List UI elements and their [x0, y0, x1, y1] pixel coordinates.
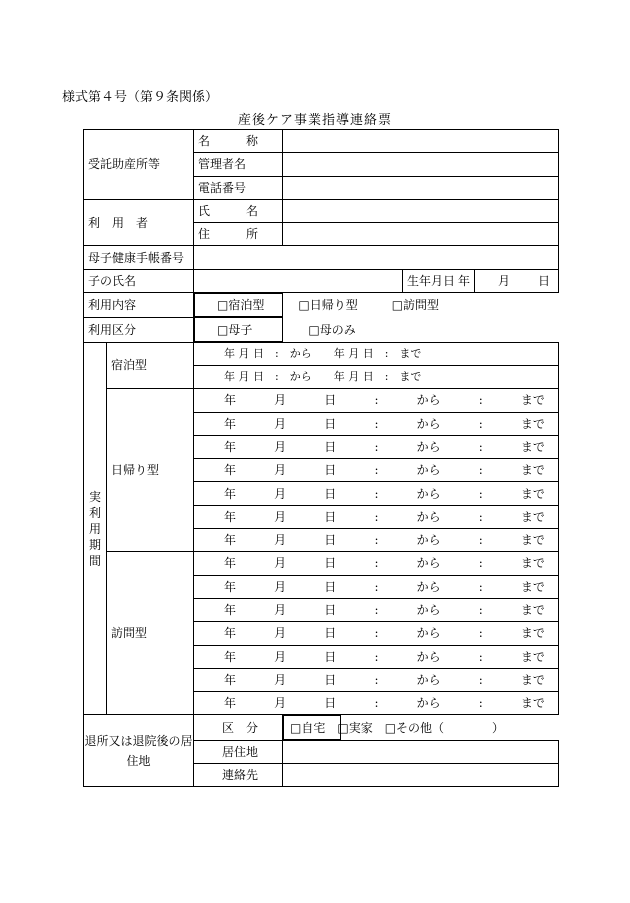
period-colon2: :	[478, 649, 483, 664]
period-year: 年	[224, 440, 237, 454]
period-day: 日	[324, 463, 337, 478]
discharge-group-label: 退所又は退院後の居住地	[84, 715, 194, 787]
period-colon2: :	[478, 672, 483, 687]
checkbox-visit-type[interactable]: □訪問型	[391, 298, 440, 313]
facility-phone-label: 電話番号	[194, 176, 283, 199]
stay-period-field[interactable]: 年 月 日 : から 年 月 日 : まで	[194, 342, 559, 365]
stay-period-field[interactable]: 年 月 日 : から 年 月 日 : まで	[194, 365, 559, 388]
period-to: まで	[520, 440, 545, 454]
period-colon2: :	[478, 463, 483, 478]
period-colon2: :	[478, 533, 483, 548]
period-colon1: :	[374, 393, 379, 408]
period-group-char: 実	[88, 489, 101, 504]
period-to: まで	[520, 696, 545, 711]
period-colon1: :	[374, 509, 379, 524]
visit-period-field[interactable]	[194, 692, 559, 715]
period-month: 月	[274, 696, 287, 711]
day-period-field[interactable]	[194, 482, 559, 505]
day-type-label: 日帰り型	[107, 389, 194, 552]
period-day: 日	[324, 672, 337, 687]
period-to: まで	[520, 626, 545, 641]
period-to: まで	[520, 416, 545, 431]
period-year: 年	[224, 649, 237, 664]
period-to: まで	[520, 672, 545, 687]
period-month: 月	[274, 626, 287, 641]
child-row	[84, 269, 559, 292]
period-group-char: 間	[88, 553, 101, 568]
visit-period-field[interactable]	[194, 552, 559, 575]
period-to: まで	[520, 649, 545, 664]
period-colon2: :	[478, 416, 483, 431]
period-group-label	[84, 342, 107, 715]
period-month: 月	[274, 556, 287, 571]
period-day: 日	[324, 486, 337, 501]
period-to: まで	[520, 509, 545, 524]
period-year: 年	[224, 672, 237, 687]
period-year: 年	[224, 416, 237, 431]
period-colon1: :	[374, 649, 379, 664]
period-day: 日	[324, 556, 337, 571]
period-year: 年	[224, 463, 237, 478]
period-month: 月	[274, 440, 287, 454]
period-colon1: :	[374, 603, 379, 618]
usage-category-label: 利用区分	[84, 317, 194, 342]
discharge-category-options	[283, 715, 505, 739]
facility-name-field[interactable]	[283, 130, 559, 153]
period-colon2: :	[478, 509, 483, 524]
period-month: 月	[274, 579, 287, 594]
period-colon2: :	[478, 579, 483, 594]
period-from: から	[416, 696, 441, 711]
discharge-residence-field[interactable]	[283, 740, 559, 763]
day-period-field[interactable]	[194, 529, 559, 552]
period-month: 月	[274, 416, 287, 431]
user-name-label: 氏 名	[194, 199, 283, 222]
facility-phone-field[interactable]	[283, 176, 559, 199]
discharge-contact-field[interactable]	[283, 764, 559, 787]
period-to: まで	[520, 463, 545, 478]
checkbox-other[interactable]: □その他（ ）	[384, 720, 505, 735]
handbook-label: 母子健康手帳番号	[84, 246, 194, 269]
period-from: から	[416, 416, 441, 431]
form-number: 様式第４号（第９条関係）	[62, 90, 219, 105]
visit-period-field[interactable]	[194, 575, 559, 598]
period-month: 月	[274, 533, 287, 548]
period-from: から	[416, 486, 441, 501]
period-day: 日	[324, 696, 337, 711]
period-to: まで	[520, 393, 545, 408]
day-period-field[interactable]	[194, 505, 559, 528]
visit-row	[84, 552, 559, 575]
child-dob-field[interactable]	[457, 269, 559, 292]
handbook-row	[84, 246, 559, 269]
period-colon1: :	[374, 696, 379, 711]
period-colon1: :	[374, 463, 379, 478]
visit-type-label: 訪問型	[107, 552, 194, 715]
period-from: から	[416, 393, 441, 408]
period-month: 月	[274, 603, 287, 618]
period-colon1: :	[374, 533, 379, 548]
period-year: 年	[224, 533, 237, 548]
period-day: 日	[324, 440, 337, 454]
period-group-char: 期	[88, 537, 101, 552]
period-from: から	[416, 626, 441, 641]
period-month: 月	[274, 649, 287, 664]
handbook-field[interactable]	[194, 246, 559, 269]
usage-content-label: 利用内容	[84, 293, 194, 318]
period-colon2: :	[478, 440, 483, 454]
day-period-field[interactable]	[194, 435, 559, 458]
period-year: 年	[224, 393, 237, 408]
checkbox-parents-home[interactable]: □実家	[337, 720, 373, 735]
period-to: まで	[520, 486, 545, 501]
checkbox-stay-type[interactable]: □宿泊型	[217, 298, 265, 313]
period-to: まで	[520, 556, 545, 571]
period-colon2: :	[478, 486, 483, 501]
period-day: 日	[324, 649, 337, 664]
period-colon2: :	[478, 556, 483, 571]
period-year: 年	[224, 603, 237, 618]
period-colon1: :	[374, 626, 379, 641]
child-name-field[interactable]	[194, 269, 403, 292]
period-colon1: :	[374, 416, 379, 431]
stay-type-label: 宿泊型	[107, 342, 194, 389]
period-from: から	[416, 509, 441, 524]
period-colon2: :	[478, 626, 483, 641]
day-row	[84, 389, 559, 412]
visit-period-field[interactable]	[194, 622, 559, 645]
dob-month: 月	[497, 273, 510, 288]
user-group-label: 利 用 者	[84, 199, 194, 246]
period-to: まで	[520, 579, 545, 594]
period-group-char: 用	[88, 521, 101, 536]
period-year: 年	[224, 486, 237, 501]
period-from: から	[416, 603, 441, 618]
discharge-contact-label: 連絡先	[194, 764, 283, 787]
visit-period-field[interactable]	[194, 645, 559, 668]
period-day: 日	[324, 416, 337, 431]
stay-row	[84, 342, 559, 365]
dob-day: 日	[538, 273, 551, 288]
day-period-field[interactable]	[194, 412, 559, 435]
usage-category-options	[194, 317, 356, 341]
facility-manager-field[interactable]	[283, 153, 559, 176]
period-colon1: :	[374, 556, 379, 571]
discharge-residence-label: 居住地	[194, 740, 283, 763]
period-to: まで	[520, 603, 545, 618]
usage-content-options	[194, 293, 440, 317]
period-from: から	[416, 579, 441, 594]
facility-manager-label: 管理者名	[194, 153, 283, 176]
period-day: 日	[324, 603, 337, 618]
period-day: 日	[324, 579, 337, 594]
period-colon2: :	[478, 393, 483, 408]
period-colon1: :	[374, 579, 379, 594]
period-from: から	[416, 440, 441, 454]
period-colon1: :	[374, 672, 379, 687]
checkbox-home[interactable]: □自宅	[290, 720, 326, 735]
checkbox-mother-only[interactable]: □母のみ	[308, 322, 356, 337]
child-dob-label: 生年月日	[403, 269, 475, 292]
dob-year: 年	[457, 273, 470, 288]
period-colon1: :	[374, 440, 379, 454]
period-day: 日	[324, 393, 337, 408]
usage-content-row	[84, 293, 559, 318]
period-day: 日	[324, 533, 337, 548]
period-from: から	[416, 556, 441, 571]
period-group-char: 利	[88, 505, 101, 520]
discharge-category-label: 区 分	[194, 715, 283, 740]
checkbox-mother-child[interactable]: □母子	[217, 322, 253, 337]
discharge-category-row	[84, 715, 559, 740]
period-day: 日	[324, 509, 337, 524]
visit-period-field[interactable]	[194, 668, 559, 691]
period-month: 月	[274, 463, 287, 478]
user-address-label: 住 所	[194, 223, 283, 246]
period-year: 年	[224, 556, 237, 571]
child-name-label: 子の氏名	[84, 269, 194, 292]
visit-period-field[interactable]	[194, 598, 559, 621]
period-year: 年	[224, 579, 237, 594]
period-from: から	[416, 533, 441, 548]
period-year: 年	[224, 509, 237, 524]
period-from: から	[416, 649, 441, 664]
period-month: 月	[274, 393, 287, 408]
period-year: 年	[224, 626, 237, 641]
period-month: 月	[274, 486, 287, 501]
period-month: 月	[274, 509, 287, 524]
period-colon2: :	[478, 603, 483, 618]
liaison-form-table	[83, 129, 559, 787]
period-day: 日	[324, 626, 337, 641]
facility-name-row	[84, 130, 559, 153]
usage-category-row	[84, 317, 559, 342]
period-to: まで	[520, 533, 545, 548]
user-name-row	[84, 199, 559, 222]
period-from: から	[416, 463, 441, 478]
facility-group-label: 受託助産所等	[84, 130, 194, 200]
user-name-field[interactable]	[283, 199, 559, 222]
period-colon2: :	[478, 696, 483, 711]
checkbox-day-type[interactable]: □日帰り型	[298, 298, 358, 313]
period-month: 月	[274, 672, 287, 687]
user-address-field[interactable]	[283, 223, 559, 246]
form-title: 産後ケア事業指導連絡票	[237, 113, 392, 128]
day-period-field[interactable]	[194, 459, 559, 482]
period-from: から	[416, 672, 441, 687]
period-colon1: :	[374, 486, 379, 501]
facility-name-label: 名 称	[194, 130, 283, 153]
day-period-field[interactable]	[194, 389, 559, 412]
period-year: 年	[224, 696, 237, 711]
